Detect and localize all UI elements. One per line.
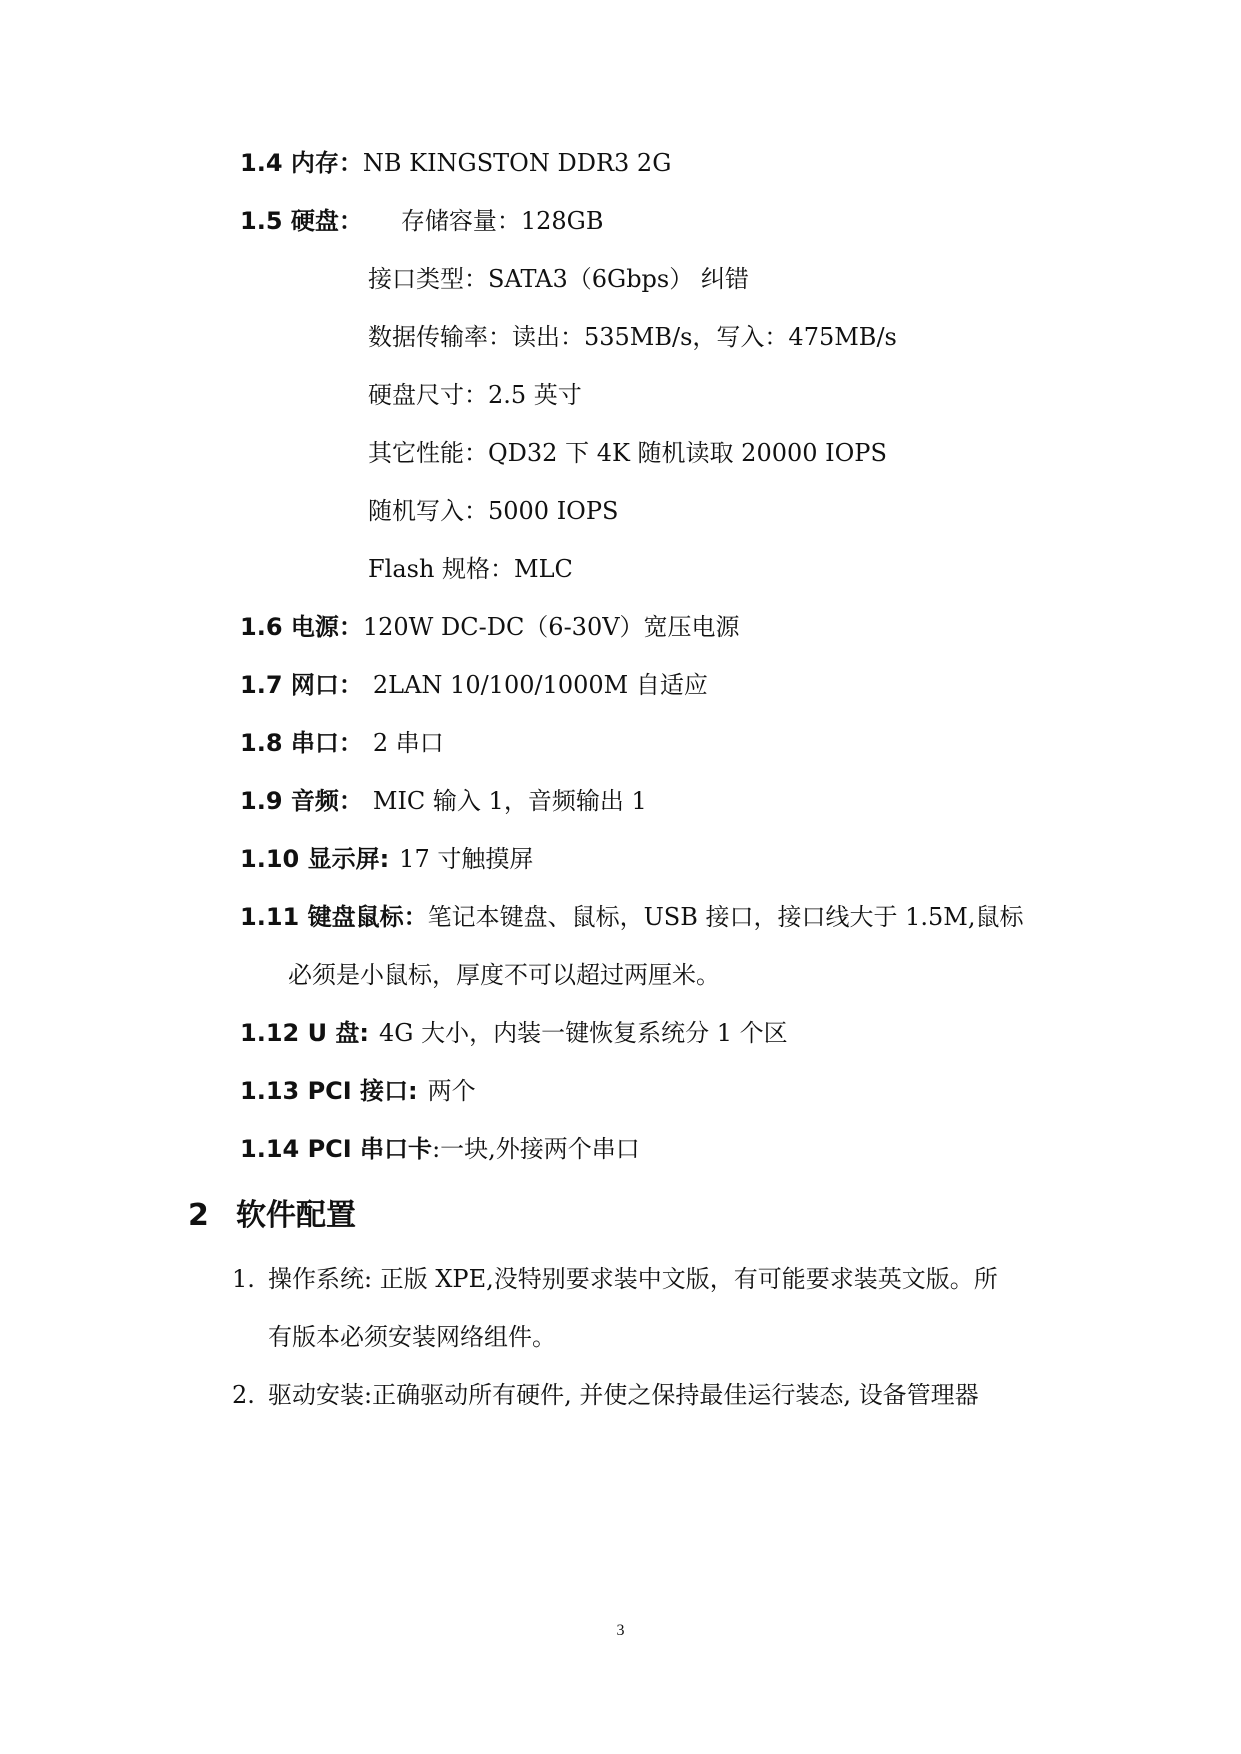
software-item-cont (268, 1322, 556, 1352)
spec-line-network (240, 670, 708, 700)
spec-label: 1.4 内存： (240, 149, 363, 177)
spec-label: 1.11 键盘鼠标： (240, 903, 428, 931)
spec-value: 两个 (427, 1077, 476, 1105)
page-number: 3 (616, 1622, 625, 1639)
spec-value: MIC 输入 1，音频输出 1 (372, 787, 647, 815)
section-title: 软件配置 (236, 1198, 356, 1233)
spec-value: Flash 规格：MLC (368, 555, 573, 583)
software-item (232, 1264, 998, 1294)
spec-label: 1.13 PCI 接口: (240, 1077, 418, 1105)
spec-label: 1.12 U 盘: (240, 1019, 370, 1047)
spec-value: 随机写入：5000 IOPS (368, 497, 619, 525)
spec-label: 1.10 显示屏: (240, 845, 390, 873)
spec-label: 1.14 PCI 串口卡 (240, 1135, 433, 1163)
spec-value: 硬盘尺寸：2.5 英寸 (368, 381, 582, 409)
spec-value: 17 寸触摸屏 (399, 845, 534, 873)
section-number: 2 (188, 1198, 209, 1233)
spec-label: 1.7 网口： (240, 671, 363, 699)
spec-value: 接口类型：SATA3（6Gbps） 纠错 (368, 265, 749, 293)
spec-value: :一块,外接两个串口 (432, 1135, 640, 1163)
item-text: 驱动安装:正确驱动所有硬件, 并使之保持最佳运行装态, 设备管理器 (268, 1381, 979, 1409)
spec-line-memory (240, 148, 671, 178)
spec-value: 2LAN 10/100/1000M 自适应 (372, 671, 708, 699)
spec-line-performance (368, 438, 887, 468)
item-number: 2. (232, 1381, 255, 1409)
spec-value: 4G 大小，内装一键恢复系统分 1 个区 (379, 1019, 788, 1047)
spec-line-pci (240, 1076, 476, 1106)
spec-value: 笔记本键盘、鼠标，USB 接口，接口线大于 1.5M,鼠标 (427, 903, 1024, 931)
spec-line-keyboard-mouse (240, 902, 1024, 932)
spec-line-usb-disk (240, 1018, 788, 1048)
section-heading (188, 1198, 356, 1234)
spec-value: 其它性能：QD32 下 4K 随机读取 20000 IOPS (368, 439, 887, 467)
spec-line-serial (240, 728, 444, 758)
spec-label: 1.9 音频： (240, 787, 363, 815)
spec-value: 120W DC-DC（6-30V）宽压电源 (362, 613, 740, 641)
spec-line-power (240, 612, 740, 642)
spec-line-audio (240, 786, 647, 816)
spec-value: 2 串口 (372, 729, 444, 757)
spec-value: 必须是小鼠标，厚度不可以超过两厘米。 (288, 961, 720, 989)
software-item (232, 1380, 979, 1410)
item-number: 1. (232, 1265, 255, 1293)
item-text: 有版本必须安装网络组件。 (268, 1323, 556, 1351)
spec-label: 1.8 串口： (240, 729, 363, 757)
spec-line-random-write (368, 496, 618, 526)
spec-value: NB KINGSTON DDR3 2G (362, 149, 672, 177)
item-text: 操作系统: 正版 XPE,没特别要求装中文版，有可能要求装英文版。所 (268, 1265, 998, 1293)
spec-value: 数据传输率：读出：535MB/s，写入：475MB/s (368, 323, 897, 351)
spec-label: 1.5 硬盘： (240, 207, 363, 235)
spec-line-disk (240, 206, 604, 236)
spec-line-transfer (368, 322, 897, 352)
spec-line-keyboard-mouse-cont (288, 960, 720, 990)
spec-value: 存储容量：128GB (400, 207, 604, 235)
spec-line-size (368, 380, 582, 410)
spec-line-display (240, 844, 533, 874)
spec-line-pci-serial (240, 1134, 640, 1164)
spec-line-interface (368, 264, 749, 294)
spec-line-flash (368, 554, 573, 584)
spec-label: 1.6 电源： (240, 613, 363, 641)
